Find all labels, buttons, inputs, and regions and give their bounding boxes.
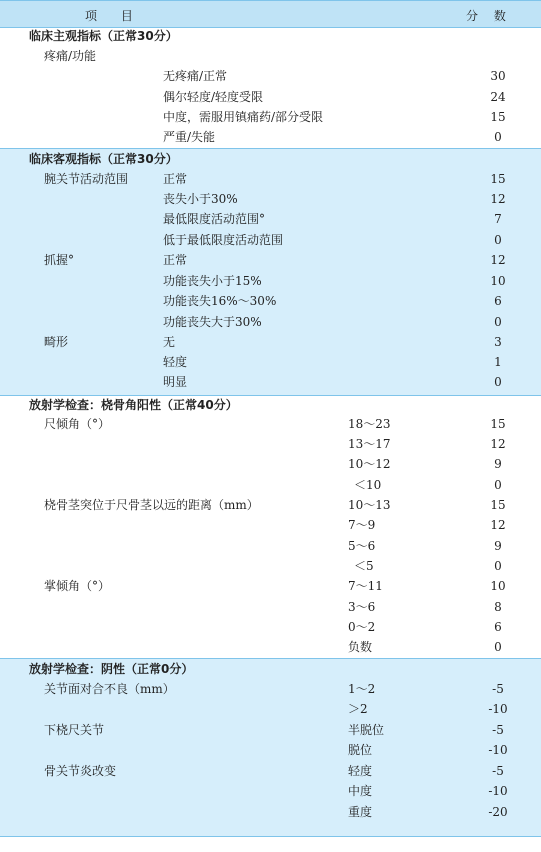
group-label: 抓握° xyxy=(44,253,75,267)
row-desc: 明显 xyxy=(163,375,188,389)
group-label: 关节面对合不良（mm） xyxy=(44,682,175,696)
row-desc: ＞2 xyxy=(348,702,368,716)
row-desc: 中度 xyxy=(348,784,373,798)
row-score: 12 xyxy=(490,437,506,451)
table-header xyxy=(0,0,541,28)
row-score: -10 xyxy=(488,784,508,798)
row-desc: 7～9 xyxy=(348,518,376,532)
group-label: 畸形 xyxy=(44,335,69,349)
row-score: -5 xyxy=(492,723,504,737)
row-score: -10 xyxy=(488,702,508,716)
row-score: 10 xyxy=(490,579,506,593)
section-title-objective: 临床客观指标（正常30分） xyxy=(29,152,178,166)
group-label: 桡骨茎突位于尺骨茎以远的距离（mm） xyxy=(44,498,259,512)
table-bottom-rule xyxy=(0,836,541,837)
row-desc: 功能丧失小于15% xyxy=(163,274,262,288)
row-desc: 脱位 xyxy=(348,743,373,757)
row-score: 15 xyxy=(490,417,506,431)
row-desc: 0～2 xyxy=(348,620,376,634)
row-desc: 正常 xyxy=(163,172,188,186)
row-score: -20 xyxy=(488,805,508,819)
row-desc: 10～12 xyxy=(348,457,391,471)
row-score: 30 xyxy=(490,69,506,83)
row-desc: 偶尔轻度/轻度受限 xyxy=(163,90,264,104)
row-score: 7 xyxy=(494,212,502,226)
row-score: 1 xyxy=(494,355,502,369)
group-label: 腕关节活动范围 xyxy=(44,172,129,186)
row-score: 6 xyxy=(494,620,502,634)
section-title-radiological-positive: 放射学检查：桡骨角阳性（正常40分） xyxy=(29,398,238,412)
row-score: 6 xyxy=(494,294,502,308)
row-desc: 丧失小于30% xyxy=(163,192,238,206)
row-desc: 18～23 xyxy=(348,417,391,431)
section-title-radiological-negative: 放射学检查：阴性（正常0分） xyxy=(29,662,194,676)
row-score: 0 xyxy=(494,375,502,389)
row-score: 12 xyxy=(490,253,506,267)
section-title-subjective: 临床主观指标（正常30分） xyxy=(29,29,178,43)
row-desc: 5～6 xyxy=(348,539,376,553)
row-score: 12 xyxy=(490,192,506,206)
row-desc: 负数 xyxy=(348,640,373,654)
group-label: 掌倾角（°） xyxy=(44,579,111,593)
row-score: 8 xyxy=(494,600,502,614)
row-desc: 13～17 xyxy=(348,437,391,451)
row-desc: 中度，需服用镇痛药/部分受限 xyxy=(163,110,324,124)
row-desc: 3～6 xyxy=(348,600,376,614)
row-score: 24 xyxy=(490,90,506,104)
row-score: 9 xyxy=(494,457,502,471)
row-desc: 1～2 xyxy=(348,682,376,696)
row-desc: 10～13 xyxy=(348,498,391,512)
row-score: 10 xyxy=(490,274,506,288)
row-desc: ＜5 xyxy=(354,559,374,573)
row-score: 9 xyxy=(494,539,502,553)
row-score: 0 xyxy=(494,233,502,247)
row-desc: 无 xyxy=(163,335,176,349)
row-desc: 正常 xyxy=(163,253,188,267)
group-label: 下桡尺关节 xyxy=(44,723,105,737)
row-score: 0 xyxy=(494,559,502,573)
row-desc: ＜10 xyxy=(354,478,382,492)
row-score: 12 xyxy=(490,518,506,532)
row-desc: 严重/失能 xyxy=(163,130,216,144)
group-label: 骨关节炎改变 xyxy=(44,764,117,778)
row-desc: 7～11 xyxy=(348,579,383,593)
row-desc: 功能丧失16%～30% xyxy=(163,294,277,308)
row-desc: 重度 xyxy=(348,805,373,819)
group-label: 尺倾角（°） xyxy=(44,417,111,431)
row-desc: 轻度 xyxy=(163,355,188,369)
row-desc: 无疼痛/正常 xyxy=(163,69,228,83)
row-score: 0 xyxy=(494,640,502,654)
row-score: -5 xyxy=(492,682,504,696)
row-score: 3 xyxy=(494,335,502,349)
row-desc: 功能丧失大于30% xyxy=(163,315,262,329)
row-score: 15 xyxy=(490,498,506,512)
row-score: 0 xyxy=(494,478,502,492)
section-divider xyxy=(0,395,541,396)
group-label: 疼痛/功能 xyxy=(44,49,97,63)
row-desc: 低于最低限度活动范围 xyxy=(163,233,284,247)
row-score: 0 xyxy=(494,130,502,144)
row-score: 0 xyxy=(494,315,502,329)
header-item: 项 目 xyxy=(85,9,143,23)
row-desc: 轻度 xyxy=(348,764,373,778)
row-score: 15 xyxy=(490,172,506,186)
row-score: 15 xyxy=(490,110,506,124)
row-desc: 半脱位 xyxy=(348,723,385,737)
row-score: -10 xyxy=(488,743,508,757)
header-score: 分 数 xyxy=(466,9,512,23)
row-desc: 最低限度活动范围° xyxy=(163,212,266,226)
row-score: -5 xyxy=(492,764,504,778)
